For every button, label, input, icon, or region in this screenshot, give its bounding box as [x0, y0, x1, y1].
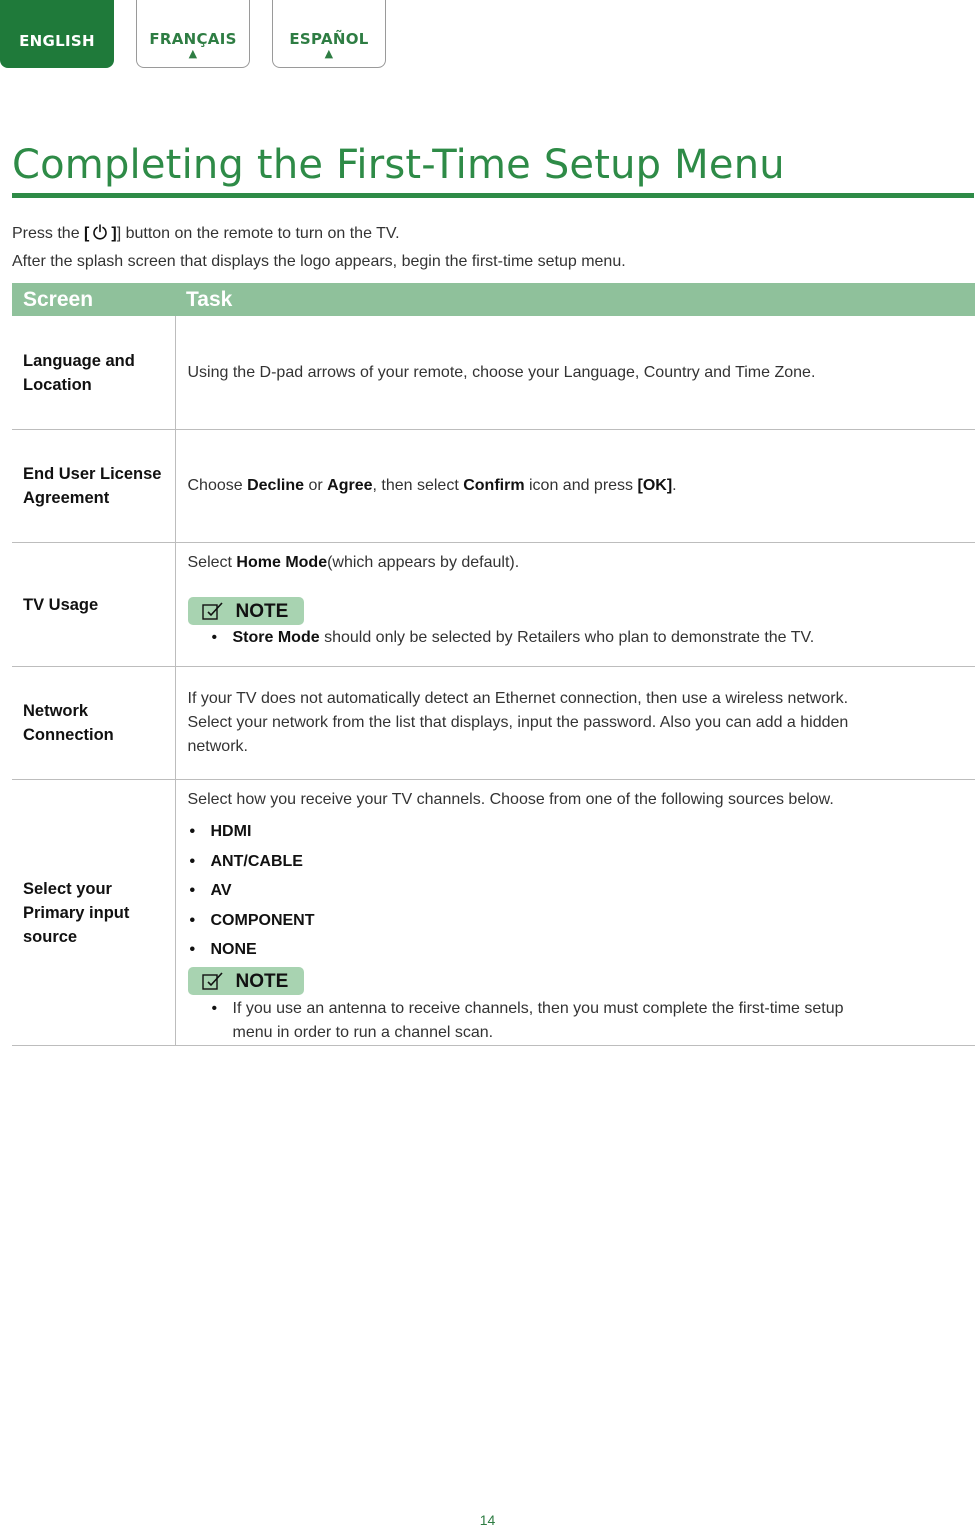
screen-cell	[12, 316, 175, 430]
screen-label: Connection	[23, 726, 114, 744]
screen-label: Primary input	[23, 904, 129, 922]
task-text: Select how you receive your TV channels. Choose from one of the following sources below.	[188, 788, 975, 812]
tab-francais-label: FRANÇAIS	[137, 0, 249, 48]
intro-splash-line: After the splash screen that displays the logo appears, begin the first-time setup menu.	[12, 253, 626, 271]
up-arrow-icon: ▲	[137, 48, 249, 60]
task-text: If your TV does not automatically detect an Ethernet connection, then use a wireless network.	[188, 690, 849, 707]
note-text: should only be selected by Retailers who plan to demonstrate the TV.	[320, 629, 815, 646]
agree-term: Agree	[327, 477, 372, 494]
task-text: , then select	[373, 477, 464, 494]
table-row	[12, 430, 975, 543]
tab-english[interactable]	[0, 0, 114, 68]
screen-label: Language and	[23, 352, 135, 370]
table-row	[12, 543, 975, 667]
note-label: NOTE	[236, 600, 289, 624]
ok-term: [OK]	[638, 477, 673, 494]
list-item	[210, 997, 975, 1045]
table-row	[12, 667, 975, 780]
bracket-open: [	[84, 225, 89, 242]
note-list	[188, 997, 975, 1045]
list-item	[188, 906, 975, 936]
confirm-term: Confirm	[463, 477, 524, 494]
setup-table	[12, 283, 975, 1046]
task-text: or	[304, 477, 327, 494]
tab-espanol[interactable]	[272, 0, 386, 68]
page-number: 14	[0, 1512, 975, 1528]
note-wrap	[188, 597, 975, 625]
task-text: Choose	[188, 477, 248, 494]
bracket-close: ]	[111, 225, 116, 242]
title-divider	[12, 193, 974, 198]
screen-label: Network	[23, 702, 88, 720]
task-text-line	[188, 551, 975, 575]
source-name: NONE	[211, 941, 257, 958]
task-text: icon and press	[525, 477, 638, 494]
task-text: .	[672, 477, 676, 494]
screen-label: source	[23, 928, 77, 946]
note-text: If you use an antenna to receive channels, then you must complete the first-time setup	[233, 1000, 844, 1017]
task-text: Select your network from the list that displays, input the password. Also you can add a hidden	[188, 714, 849, 731]
source-list	[188, 817, 975, 965]
decline-term: Decline	[247, 477, 304, 494]
intro-power-line	[12, 224, 400, 243]
header-screen: Screen	[12, 283, 175, 316]
note-list	[188, 626, 975, 650]
page-title: Completing the First-Time Setup Menu	[12, 142, 785, 188]
table-header-row	[12, 283, 975, 316]
task-text: Select	[188, 554, 237, 571]
screen-label: Select your	[23, 880, 112, 898]
screen-label: End User License	[23, 465, 161, 483]
note-wrap	[188, 967, 975, 995]
list-item	[188, 847, 975, 877]
intro-press-pre: Press the	[12, 225, 84, 242]
up-arrow-icon: ▲	[273, 48, 385, 60]
task-cell	[175, 667, 975, 780]
task-cell	[175, 543, 975, 667]
list-item	[188, 876, 975, 906]
tab-espanol-label: ESPAÑOL	[273, 0, 385, 48]
screen-cell	[12, 667, 175, 780]
screen-cell	[12, 430, 175, 543]
screen-cell: TV Usage	[12, 543, 175, 667]
task-text: network.	[188, 738, 248, 755]
home-mode-term: Home Mode	[236, 554, 327, 571]
tab-francais[interactable]	[136, 0, 250, 68]
screen-cell	[12, 780, 175, 1046]
task-cell	[175, 780, 975, 1046]
store-mode-term: Store Mode	[233, 629, 320, 646]
list-item	[188, 935, 975, 965]
header-task: Task	[175, 283, 975, 316]
source-name: AV	[211, 882, 232, 899]
intro-press-post: ] button on the remote to turn on the TV.	[117, 225, 400, 242]
table-row	[12, 780, 975, 1046]
screen-label: Location	[23, 376, 92, 394]
screen-label: Agreement	[23, 489, 109, 507]
source-name: ANT/CABLE	[211, 853, 303, 870]
task-cell: Using the D-pad arrows of your remote, choose your Language, Country and Time Zone.	[175, 316, 975, 430]
task-text: (which appears by default).	[327, 554, 519, 571]
note-edit-icon	[202, 601, 224, 621]
task-cell	[175, 430, 975, 543]
list-item	[210, 626, 975, 650]
note-text: menu in order to run a channel scan.	[233, 1024, 494, 1041]
note-edit-icon	[202, 971, 224, 991]
source-name: HDMI	[211, 823, 252, 840]
power-icon	[92, 224, 108, 240]
table-row	[12, 316, 975, 430]
tab-english-label: ENGLISH	[0, 0, 114, 50]
note-badge	[188, 967, 304, 995]
language-tabs	[0, 0, 400, 68]
note-label: NOTE	[236, 970, 289, 994]
list-item	[188, 817, 975, 847]
source-name: COMPONENT	[211, 912, 315, 929]
note-badge	[188, 597, 304, 625]
